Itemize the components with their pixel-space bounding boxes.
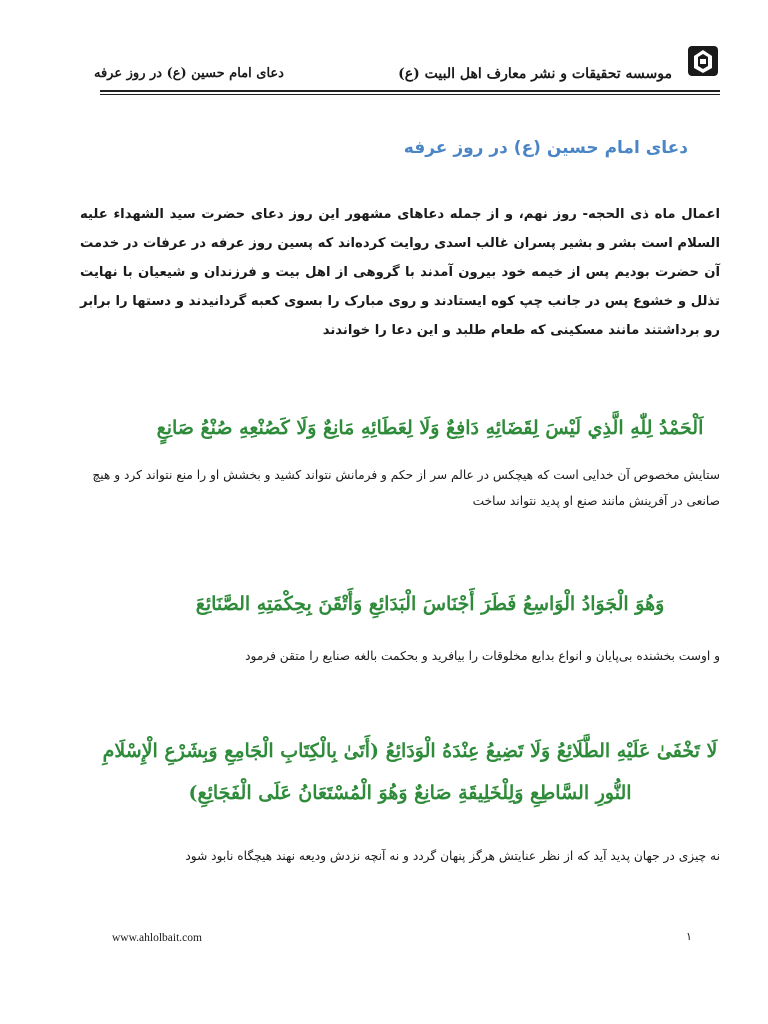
page-header bbox=[94, 40, 690, 96]
institute-logo-icon bbox=[686, 44, 720, 78]
header-divider-thin bbox=[100, 94, 720, 95]
intro-paragraph: اعمال ماه ذی الحجه- روز نهم، و از جمله دعاهای مشهور این روز دعای حضرت سید الشهداء علیه السلام است بشر و بشیر پسران غالب اسدی روایت کرده‌اند که پسین روز عرفه در عرفات در خدمت آن حضرت بودیم پس از خیمه خود بیرون آمدند با گروهی از اهل بیت و فرزندان و شیعیان با نهایت تذلل و خشوع پس در جانب چپ کوه ایستادند و روی مبارک را بسوی کعبه گردانیدند و دستها را برابر رو برداشتند مانند مسکینی که طعام طلبد و این دعا را خواندند bbox=[80, 207, 720, 338]
arabic-verse-1: اَلْحَمْدُ لِلّٰهِ الَّذِي لَيْسَ لِقَضَائِهِ دَافِعٌ وَلَا لِعَطَائِهِ مَانِعٌ وَلَا كَصُنْعِهِ صُنْعُ صَانِعٍ bbox=[156, 417, 704, 439]
arabic-verse-2: وَهُوَ الْجَوَادُ الْوَاسِعُ فَطَرَ أَجْنَاسَ الْبَدَائِعِ وَأَتْقَنَ بِحِكْمَتِهِ الصَّنَائِعَ bbox=[195, 593, 665, 615]
translation-2: و اوست بخشنده بی‌پایان و انواع بدایع مخلوقات را بیافرید و بحکمت بالغه صنایع را متقن فرمود bbox=[245, 649, 720, 663]
header-divider bbox=[100, 90, 720, 92]
header-title: دعای امام حسین (ع) در روز عرفه bbox=[94, 66, 284, 81]
page-number: ١ bbox=[686, 930, 692, 943]
page-title: دعای امام حسین (ع) در روز عرفه bbox=[403, 138, 688, 158]
translation-3: نه چیزی در جهان پدید آید که از نظر عنایتش هرگز پنهان گردد و نه آنچه نزدش ودیعه نهند هیچگاه نابود شود bbox=[185, 849, 720, 863]
footer-website-link[interactable]: www.ahlolbait.com bbox=[112, 932, 202, 944]
header-organization: موسسه تحقیقات و نشر معارف اهل البیت (ع) bbox=[398, 66, 672, 82]
arabic-verse-3: لَا تَخْفَىٰ عَلَيْهِ الطَّلَائِعُ وَلَا تَضِيعُ عِنْدَهُ الْوَدَائِعُ (أَتَىٰ بِالْكِتَابِ الْجَامِعِ وَبِشَرْعِ الْإِسْلَامِ النُّورِ السَّاطِعِ وَلِلْخَلِيقَةِ صَانِعٌ وَهُوَ الْمُسْتَعَانُ عَلَى الْفَجَائِعِ) bbox=[102, 740, 718, 804]
translation-1: ستایش مخصوص آن خدایی است که هیچکس در عالم سر از حکم و فرمانش نتواند کشید و بخشش او را منع نتواند کرد و هیچ صانعی در آفرینش مانند صنع او پدید نتواند ساخت bbox=[92, 468, 720, 508]
